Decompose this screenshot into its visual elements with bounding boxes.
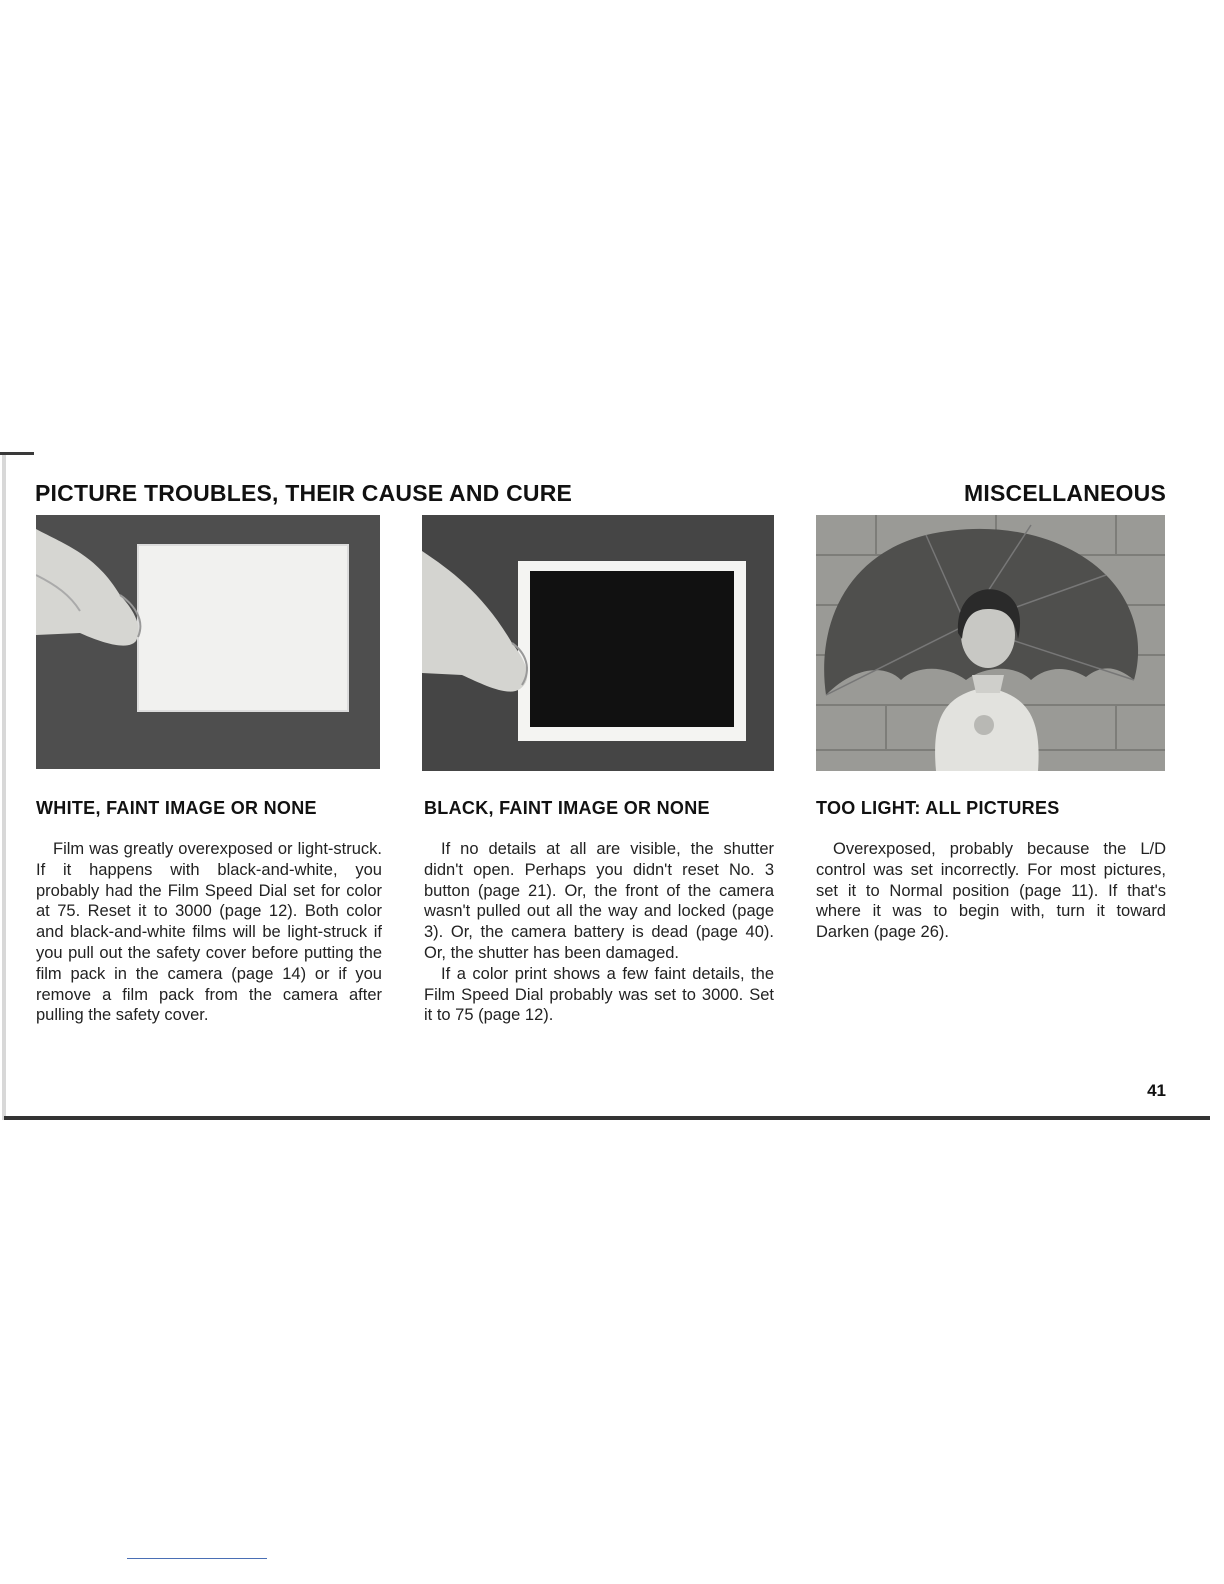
- corner-mark: [0, 452, 34, 455]
- section-paragraph: Overexposed, probably because the L/D control was set incorrectly. For most pictures, set it to Normal position (page 11). If that's where it was to begin with, turn it toward Darken (page 26).: [816, 840, 1166, 942]
- bottom-rule: [4, 1116, 1210, 1120]
- section-title: MISCELLANEOUS: [964, 480, 1166, 506]
- section-black-faint-image: [424, 798, 774, 1026]
- section-paragraph: If no details at all are visible, the shutter didn't open. Perhaps you didn't reset No. 3 button (page 21). Or, the front of the camera wasn't pulled out all the way and locked (page 3). Or, the camera battery is dead (page 40). Or, the shutter has been damaged.: [424, 840, 774, 962]
- page-edge-shadow: [2, 452, 6, 1120]
- section-paragraph: Film was greatly overexposed or light-struck. If it happens with black-and-white, you probably had the Film Speed Dial set for color at 75. Reset it to 3000 (page 12). Both color and black-and-white films will be light-struck if you pull out the safety cover before putting the film pack in the camera (page 14) or if you remove a film pack from the camera after pulling the safety cover.: [36, 840, 382, 1025]
- page-title: PICTURE TROUBLES, THEIR CAUSE AND CURE: [35, 480, 573, 506]
- section-heading: TOO LIGHT: ALL PICTURES: [816, 798, 1060, 818]
- page-number: 41: [1147, 1081, 1166, 1100]
- black-print-photo: [422, 515, 774, 771]
- white-print-photo: [36, 515, 380, 769]
- woman-with-umbrella-photo: [816, 515, 1165, 771]
- section-heading: WHITE, FAINT IMAGE OR NONE: [36, 798, 317, 818]
- section-white-faint-image: [36, 798, 382, 1026]
- section-paragraph: If a color print shows a few faint details, the Film Speed Dial probably was set to 3000. Set it to 75 (page 12).: [424, 964, 774, 1025]
- section-heading: BLACK, FAINT IMAGE OR NONE: [424, 798, 710, 818]
- footer-underline: [127, 1558, 267, 1559]
- section-too-light: [816, 798, 1166, 943]
